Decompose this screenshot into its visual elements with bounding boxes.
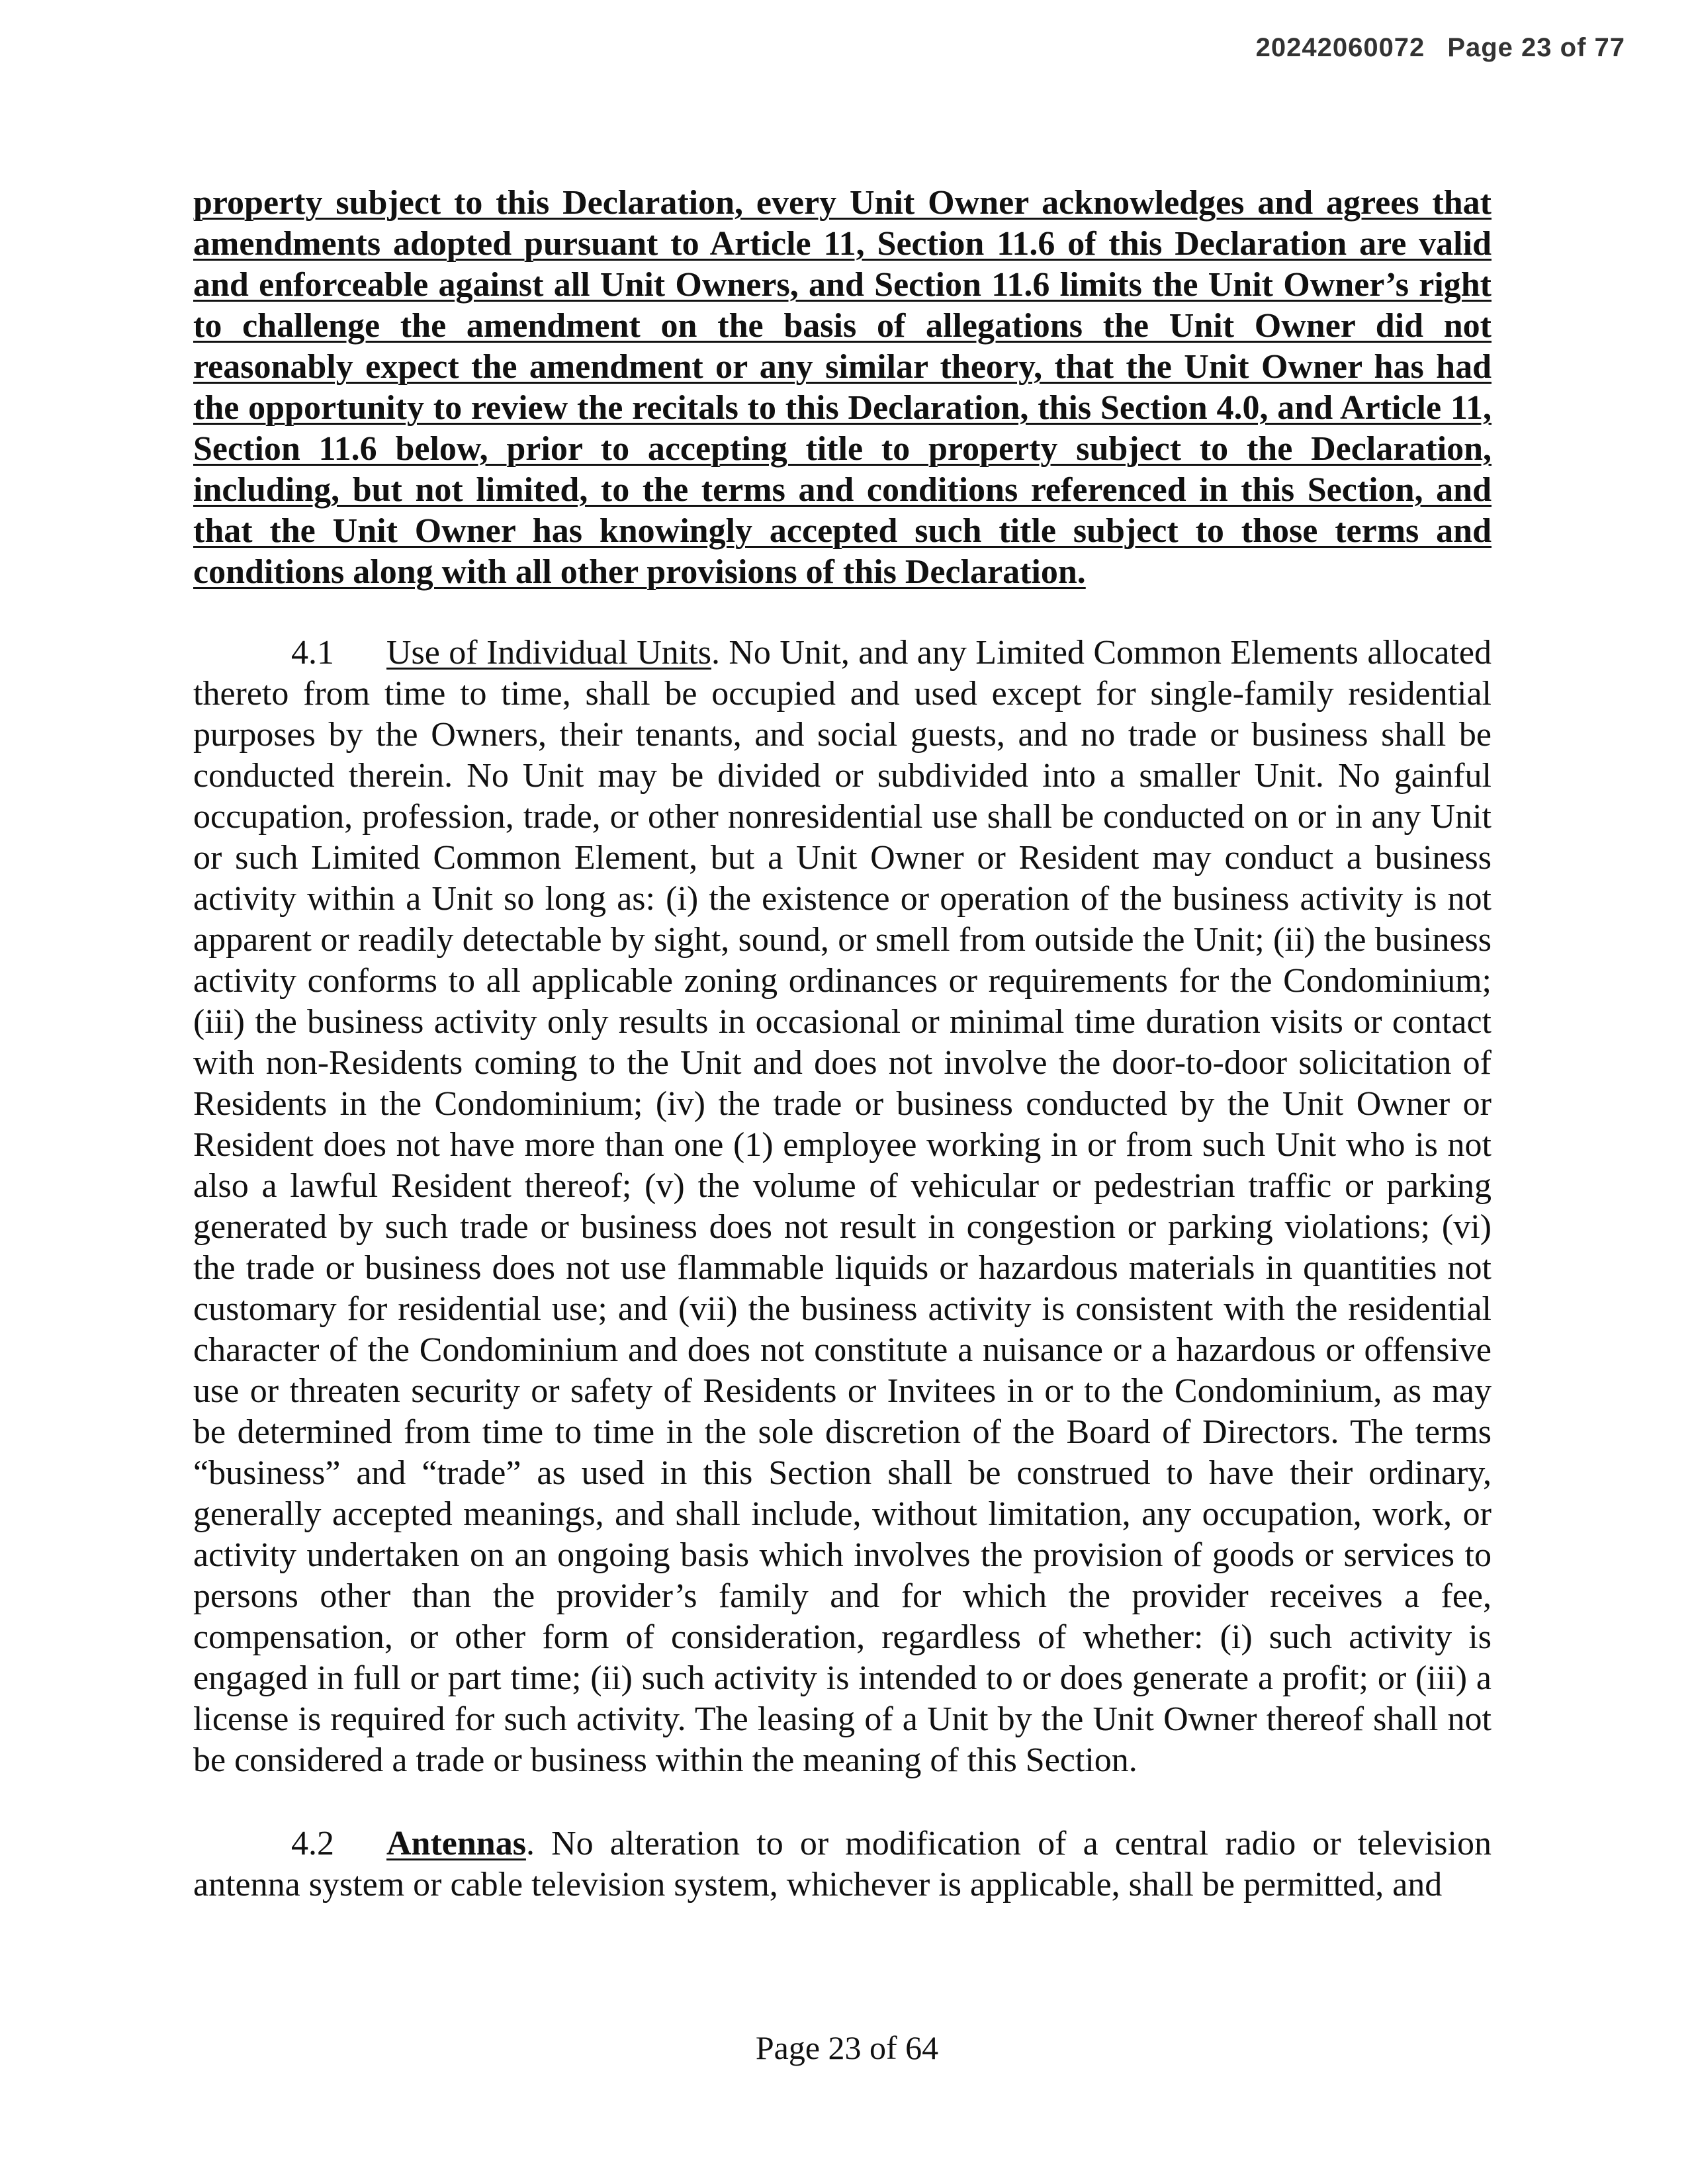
section-body: . No alteration to or modification of a central radio or television antenna system or cable television system, whichever is applicable, shall be permitted, and: [193, 1825, 1492, 1903]
section-title: Use of Individual Units: [386, 634, 711, 672]
intro-paragraph: property subject to this Declaration, every Unit Owner acknowledges and agrees that amendments adopted pursuant to Article 11, Section 11.6 of this Declaration are valid and enforceable against all Unit Owners, and Section 11.6 limits the Unit Owner’s right to challenge the amendment on the basis of allegations the Unit Owner did not reasonably expect the amendment or any similar theory, that the Unit Owner has had the opportunity to review the recitals to this Declaration, this Section 4.0, and Article 11, Section 11.6 below, prior to accepting title to property subject to the Declaration, including, but not limited, to the terms and conditions referenced in this Section, and that the Unit Owner has knowingly accepted such title subject to those terms and conditions along with all other provisions of this Declaration.: [193, 184, 1492, 591]
recording-stamp: [1256, 33, 1625, 63]
section-body: . No Unit, and any Limited Common Elements allocated thereto from time to time, shall be occupied and used except for single-family residential purposes by the Owners, their tenants, and social guests, and no trade or business shall be conducted therein. No Unit may be divided or subdivided into a smaller Unit. No gainful occupation, profession, trade, or other nonresidential use shall be conducted on or in any Unit or such Limited Common Element, but a Unit Owner or Resident may conduct a business activity within a Unit so long as: (i) the existence or operation of the business activity is not apparent or readily detectable by sight, sound, or smell from outside the Unit; (ii) the business activity conforms to all applicable zoning ordinances or requirements for the Condominium; (iii) the business activity only results in occasional or minimal time duration visits or contact with non-Residents coming to the Unit and does not involve the door-to-door solicitation of Residents in the Condominium; (iv) the trade or business conducted by the Unit Owner or Resident does not have more than one (1) employee working in or from such Unit who is not also a lawful Resident thereof; (v) the volume of vehicular or pedestrian traffic or parking generated by such trade or business does not result in congestion or parking violations; (vi) the trade or business does not use flammable liquids or hazardous materials in quantities not customary for residential use; and (vii) the business activity is consistent with the residential character of the Condominium and does not constitute a nuisance or a hazardous or offensive use or threaten security or safety of Residents or Invitees in or to the Condominium, as may be determined from time to time in the sole discretion of the Board of Directors. The terms “business” and “trade” as used in this Section shall be construed to have their ordinary, generally accepted meanings, and shall include, without limitation, any occupation, work, or activity undertaken on an ongoing basis which involves the provision of goods or services to persons other than the provider’s family and for which the provider receives a fee, compensation, or other form of consideration, regardless of whether: (i) such activity is engaged in full or part time; (ii) such activity is intended to or does generate a profit; or (iii) a license is required for such activity. The leasing of a Unit by the Unit Owner thereof shall not be considered a trade or business within the meaning of this Section.: [193, 634, 1492, 1779]
document-body: [193, 183, 1492, 1905]
section-number: 4.2: [291, 1825, 334, 1862]
document-number: 20242060072: [1255, 33, 1425, 62]
footer-page-label: Page 23 of 64: [755, 2029, 939, 2066]
section-4-1: [193, 633, 1492, 1781]
recording-page-label: Page 23 of 77: [1447, 33, 1625, 62]
section-title: Antennas: [386, 1825, 526, 1862]
section-number: 4.1: [291, 634, 334, 672]
page-footer: [0, 2029, 1694, 2067]
section-4-2: [193, 1823, 1492, 1905]
